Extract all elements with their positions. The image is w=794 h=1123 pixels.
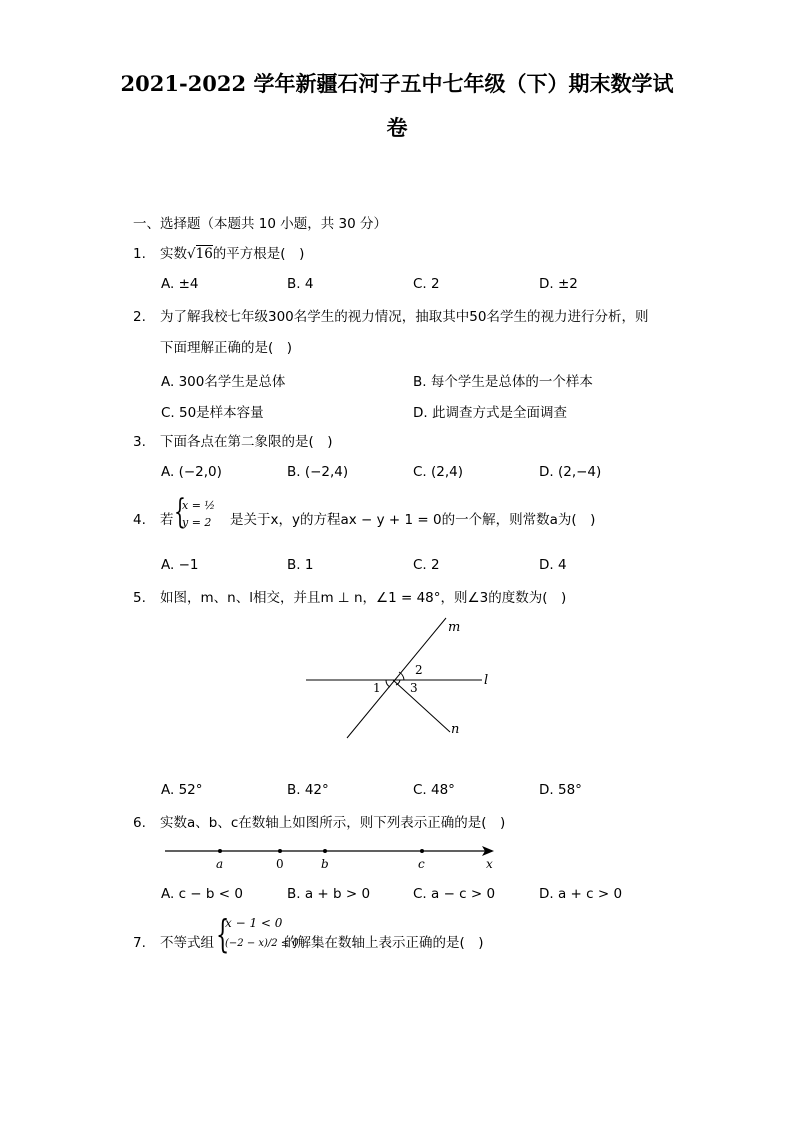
sqrt-symbol: √	[187, 246, 196, 262]
question-4-rest	[230, 510, 595, 530]
option-d: D. a + c > 0	[539, 886, 623, 902]
angle-3-arc	[396, 680, 400, 685]
option-a: A. ±4	[161, 276, 199, 292]
system-line-2: y = 2	[182, 516, 212, 529]
option-a: A. c − b < 0	[161, 886, 243, 902]
option-d: D. 此调查方式是全面调查	[413, 405, 567, 421]
point-b	[323, 849, 327, 853]
question-number: 2.	[133, 309, 146, 325]
point-a	[218, 849, 222, 853]
option-d: D. 58°	[539, 782, 582, 798]
sqrt-radicand: 16	[195, 246, 213, 262]
point-zero	[278, 849, 282, 853]
question-stem-prefix: 不等式组	[160, 935, 214, 951]
label-a: a	[216, 857, 224, 871]
intersecting-lines-figure	[290, 612, 510, 747]
label-angle-1: 1	[373, 681, 381, 695]
option-d: D. ±2	[539, 276, 578, 292]
question-number: 4.	[133, 512, 146, 528]
label-n: n	[451, 722, 460, 737]
question-stem: 若	[160, 512, 174, 528]
option-a: A. 52°	[161, 782, 203, 798]
question-stem: 如图，m、n、l相交，并且m ⊥ n，∠1 = 48°，则∠3的度数为( )	[160, 590, 567, 606]
label-angle-2: 2	[415, 663, 423, 677]
label-b: b	[321, 857, 329, 871]
label-x: x	[486, 857, 493, 871]
option-b: B. 4	[287, 276, 314, 292]
question-stem: 实数a、b、c在数轴上如图所示，则下列表示正确的是( )	[160, 815, 506, 831]
system-line-1: x − 1 < 0	[225, 916, 283, 930]
question-stem: 下面各点在第二象限的是( )	[160, 434, 333, 450]
option-c: C. (2,4)	[413, 464, 464, 480]
question-7-rest	[284, 933, 484, 953]
option-c: C. 2	[413, 557, 440, 573]
number-line-figure	[160, 838, 510, 874]
label-angle-3: 3	[410, 681, 418, 695]
option-c: C. 50是样本容量	[161, 405, 264, 421]
exam-title-continued: 卷	[386, 115, 408, 140]
brace-icon: {	[174, 492, 186, 532]
label-c: c	[418, 857, 425, 871]
question-stem-rest: 的解集在数轴上表示正确的是( )	[284, 935, 484, 951]
question-stem: 实数√16的平方根是( )	[160, 246, 305, 262]
label-zero: 0	[276, 857, 284, 871]
option-c: C. 2	[413, 276, 440, 292]
option-b: B. a + b > 0	[287, 886, 371, 902]
question-number: 1.	[133, 246, 146, 262]
question-stem-line2: 下面理解正确的是( )	[160, 340, 293, 356]
angle-2-arc	[399, 672, 404, 680]
label-l: l	[484, 673, 489, 688]
option-c: C. 48°	[413, 782, 455, 798]
system-line-1: x = ½	[182, 499, 216, 512]
question-number: 7.	[133, 935, 146, 951]
point-c	[420, 849, 424, 853]
label-m: m	[448, 620, 461, 635]
line-n	[393, 680, 450, 732]
option-a: A. −1	[161, 557, 199, 573]
option-d: D. (2,−4)	[539, 464, 602, 480]
option-b: B. (−2,4)	[287, 464, 349, 480]
option-a: A. 300名学生是总体	[161, 374, 286, 390]
question-stem-line1: 为了解我校七年级300名学生的视力情况，抽取其中50名学生的视力进行分析，则	[160, 309, 649, 325]
option-b: B. 1	[287, 557, 314, 573]
exam-title: 2021-2022 学年新疆石河子五中七年级（下）期末数学试	[120, 71, 674, 96]
system-line-2: (−2 − x)/2 ≤ 0	[225, 938, 299, 949]
question-number: 5.	[133, 590, 146, 606]
line-m	[347, 618, 446, 738]
option-d: D. 4	[539, 557, 567, 573]
option-c: C. a − c > 0	[413, 886, 496, 902]
option-b: B. 每个学生是总体的一个样本	[413, 374, 593, 390]
option-a: A. (−2,0)	[161, 464, 222, 480]
section-heading: 一、选择题（本题共 10 小题，共 30 分）	[133, 216, 388, 232]
question-number: 6.	[133, 815, 146, 831]
question-stem-rest: 是关于x，y的方程ax − y + 1 = 0的一个解，则常数a为( )	[230, 512, 596, 528]
brace-icon: {	[216, 912, 230, 956]
option-b: B. 42°	[287, 782, 329, 798]
question-number: 3.	[133, 434, 146, 450]
